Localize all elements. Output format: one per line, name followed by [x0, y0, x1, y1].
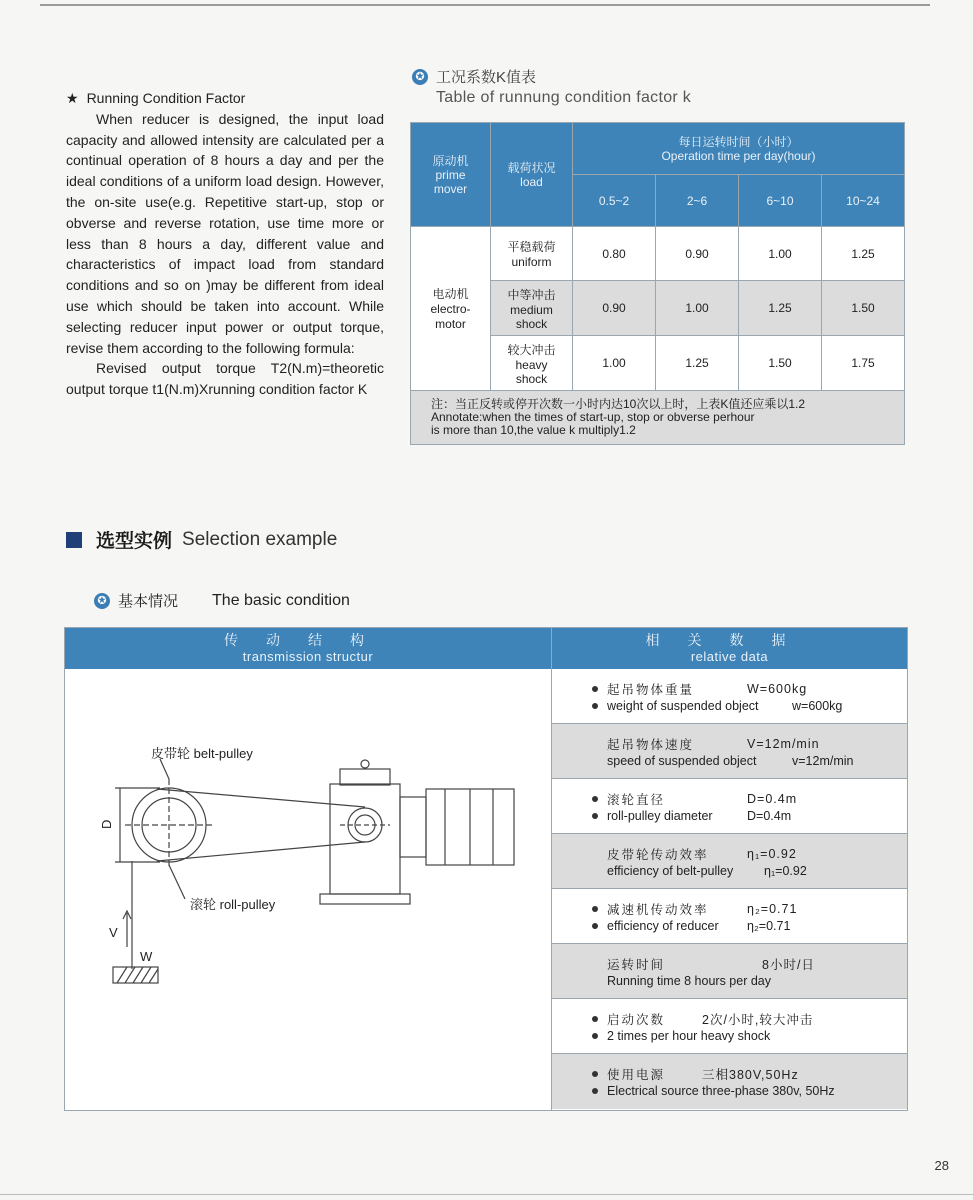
reducer-top: [340, 769, 390, 785]
data-row: 起吊物体重量 W=600kg weight of suspended object w=600kg: [552, 669, 907, 724]
relative-data-list: [552, 669, 907, 1109]
star-badge-icon: ✪: [94, 593, 110, 609]
intro-heading: [66, 88, 384, 109]
roll-pulley-label: 滚轮 roll-pulley: [190, 897, 276, 912]
value-cell: 1.50: [739, 336, 822, 391]
k-table-caption-en: Table of runnung condition factor k: [436, 89, 692, 106]
selection-example-heading: [66, 526, 337, 553]
value-cell: 0.80: [573, 227, 656, 281]
bullet-icon: [592, 813, 598, 819]
value-cell: 1.00: [739, 227, 822, 281]
roll-pulley-leader: [169, 865, 185, 899]
bullet-icon: [592, 1033, 598, 1039]
belt-pulley-label: 皮带轮 belt-pulley: [151, 746, 253, 761]
star-icon: ★: [66, 90, 79, 106]
header-prime-mover: 原动机 prime mover: [411, 123, 491, 227]
intro-heading-text: Running Condition Factor: [86, 90, 246, 106]
value-cell: 0.90: [573, 281, 656, 336]
range-cell: 10~24: [822, 175, 905, 227]
weight-hatch: [133, 967, 143, 983]
square-bullet-icon: [66, 532, 82, 548]
bullet-icon: [592, 1088, 598, 1094]
value-cell: 1.25: [739, 281, 822, 336]
data-row: 启动次数 2次/小时,较大冲击 2 times per hour heavy shock: [552, 999, 907, 1054]
transmission-diagram: [65, 669, 551, 1110]
bottom-rule: [0, 1194, 973, 1195]
top-rule: [40, 4, 930, 6]
data-row: 起吊物体速度 V=12m/min speed of suspended object v=12m/min: [552, 724, 907, 779]
value-cell: 1.25: [656, 336, 739, 391]
weight-hatch: [117, 967, 127, 983]
range-cell: 0.5~2: [573, 175, 656, 227]
value-cell: 1.50: [822, 281, 905, 336]
transmission-diagram-svg: [65, 669, 551, 1110]
motor-flange: [400, 797, 426, 857]
data-row: 减速机传动效率 η₂=0.71 efficiency of reducer η₂=0.71: [552, 889, 907, 944]
data-row: 使用电源 三相380V,50Hz Electrical source three-phase 380v, 50Hz: [552, 1054, 907, 1109]
value-cell: 1.00: [656, 281, 739, 336]
intro-paragraph: When reducer is designed, the input load capacity and allowed intensity are calculated per a continual operation of 8 hours a day and per the ideal conditions of a uniform load design. However, the on-site use(e.g. Repetitive start-up, stop or obverse and reverse rotation, use time more or less than 8 hours a day, different value and characteristics of impact load from standard conditions and so on )may be different from ideal use which should be taken into account. While selecting reducer input power or output torque, revise them according to the following formula:: [66, 110, 384, 356]
transmission-header: 传动结构 transmission structur: [65, 628, 552, 669]
load-cell: 中等冲击 medium shock: [491, 281, 573, 336]
data-row: 皮带轮传动效率 η₁=0.92 efficiency of belt-pulley η₁=0.92: [552, 834, 907, 889]
belt-pulley-leader: [160, 759, 169, 779]
load-cell: 较大冲击 heavy shock: [491, 336, 573, 391]
weight-hatch: [125, 967, 135, 983]
bullet-icon: [592, 1071, 598, 1077]
weight-label: W: [140, 949, 153, 964]
selection-title-zh: 选型实例: [96, 531, 173, 552]
header-load: 载荷状况 load: [491, 123, 573, 227]
bullet-icon: [592, 906, 598, 912]
value-cell: 1.00: [573, 336, 656, 391]
table-note: 注：当正反转或停开次数一小时内达10次以上时，上表K值还应乘以1.2 Annotate:when the times of start-up, stop or obverse perhour is more than 10,the value k multiply1.2: [411, 391, 905, 445]
bullet-icon: [592, 686, 598, 692]
header-operation-time: 每日运转时间（小时） Operation time per day(hour): [573, 123, 905, 175]
weight-hatch: [149, 969, 158, 983]
belt-top: [157, 789, 365, 807]
value-cell: 1.75: [822, 336, 905, 391]
k-table-caption: [412, 66, 691, 107]
motor-cell: 电动机 electro-motor: [411, 227, 491, 391]
data-row: 滚轮直径 D=0.4m roll-pulley diameter D=0.4m: [552, 779, 907, 834]
intro-formula: Revised output torque T2(N.m)=theoretic output torque t1(N.m)Xrunning condition factor K: [66, 360, 384, 398]
diameter-label: D: [99, 819, 114, 829]
page-number: 28: [934, 1158, 949, 1173]
bullet-icon: [592, 923, 598, 929]
weight-hatch: [141, 967, 151, 983]
selection-title-en: Selection example: [182, 528, 338, 550]
range-cell: 6~10: [739, 175, 822, 227]
k-factor-table: [410, 122, 905, 445]
star-badge-icon: ✪: [412, 69, 428, 85]
velocity-label: V: [109, 925, 118, 940]
bullet-icon: [592, 703, 598, 709]
basic-condition-heading: [94, 590, 350, 611]
reducer-lifting-eye: [361, 760, 369, 768]
load-cell: 平稳载荷 uniform: [491, 227, 573, 281]
belt-bottom: [157, 842, 365, 861]
range-cell: 2~6: [656, 175, 739, 227]
basic-condition-zh: 基本情况: [118, 593, 179, 610]
running-condition-intro: [66, 88, 384, 400]
bullet-icon: [592, 796, 598, 802]
relative-data-header: 相关数据 relative data: [552, 628, 907, 669]
basic-condition-en: The basic condition: [212, 591, 350, 609]
selection-panel: [64, 627, 908, 1111]
value-cell: 0.90: [656, 227, 739, 281]
reducer-body: [330, 784, 400, 894]
data-row: 运转时间 8小时/日 Running time 8 hours per day: [552, 944, 907, 999]
k-table-caption-zh: 工况系数K值表: [436, 69, 537, 86]
bullet-icon: [592, 1016, 598, 1022]
reducer-base: [320, 894, 410, 904]
value-cell: 1.25: [822, 227, 905, 281]
